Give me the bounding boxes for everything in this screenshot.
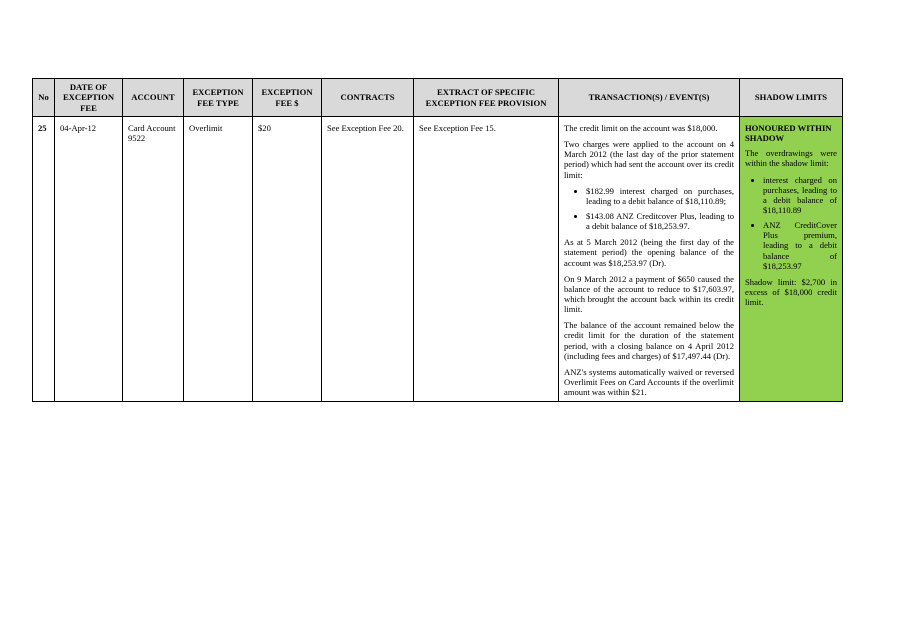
header-extract: EXTRACT OF SPECIFIC EXCEPTION FEE PROVISION	[414, 79, 559, 117]
row-fee-type: Overlimit	[184, 117, 253, 402]
list-item: • $143.08 ANZ Creditcover Plus, leading to a debit balance of $18,253.97.	[586, 211, 734, 231]
row-shadow-limits	[740, 117, 843, 402]
header-shadow-limits: SHADOW LIMITS	[740, 79, 843, 117]
shadow-bullet-list	[745, 175, 837, 271]
list-item: • ANZ CreditCover Plus premium, leading to a debit balance of $18,253.97	[763, 220, 837, 271]
table-row	[33, 117, 843, 402]
header-date: DATE OF EXCEPTION FEE	[55, 79, 123, 117]
header-contracts: CONTRACTS	[322, 79, 414, 117]
row-date: 04-Apr-12	[55, 117, 123, 402]
transaction-paragraph: Two charges were applied to the account on 4 March 2012 (the last day of the prior statement period) which had sent the account over its credit limit:	[564, 139, 734, 180]
header-transactions: TRANSACTION(S) / EVENT(S)	[559, 79, 740, 117]
row-account: Card Account 9522	[123, 117, 184, 402]
transaction-paragraph: The balance of the account remained below the credit limit for the duration of the statement period, with a closing balance on 4 April 2012 (including fees and charges) of $17,497.44 (Dr).	[564, 320, 734, 361]
list-item: • interest charged on purchases, leading to a debit balance of $18,110.89	[763, 175, 837, 216]
row-transactions	[559, 117, 740, 402]
list-item: • $182.99 interest charged on purchases, leading to a debit balance of $18,110.89;	[586, 186, 734, 206]
transaction-bullet-list	[564, 186, 734, 232]
header-fee-type: EXCEPTION FEE TYPE	[184, 79, 253, 117]
shadow-summary: Shadow limit: $2,700 in excess of $18,000 credit limit.	[745, 276, 837, 308]
row-fee-amount: $20	[253, 117, 322, 402]
header-account: ACCOUNT	[123, 79, 184, 117]
header-row	[33, 79, 843, 117]
exception-fee-table	[32, 78, 843, 402]
transaction-paragraph: On 9 March 2012 a payment of $650 caused the balance of the account to reduce to $17,603.97, which brought the account back within its credit limit.	[564, 273, 734, 315]
shadow-heading: HONOURED WITHIN SHADOW	[745, 123, 832, 144]
transaction-paragraph: As at 5 March 2012 (being the first day of the statement period) the opening balance of the account was $18,253.97 (Dr).	[564, 237, 734, 268]
transaction-paragraph: The credit limit on the account was $18,000.	[564, 123, 718, 133]
shadow-intro: The overdrawings were within the shadow limit:	[745, 148, 837, 169]
row-contracts: See Exception Fee 20.	[322, 117, 414, 402]
row-number: 25	[33, 117, 55, 402]
header-fee-amount: EXCEPTION FEE $	[253, 79, 322, 117]
row-extract: See Exception Fee 15.	[414, 117, 559, 402]
header-no: No	[33, 79, 55, 117]
transaction-paragraph: ANZ's systems automatically waived or reversed Overlimit Fees on Card Accounts if the overlimit amount was within $21.	[564, 366, 734, 398]
